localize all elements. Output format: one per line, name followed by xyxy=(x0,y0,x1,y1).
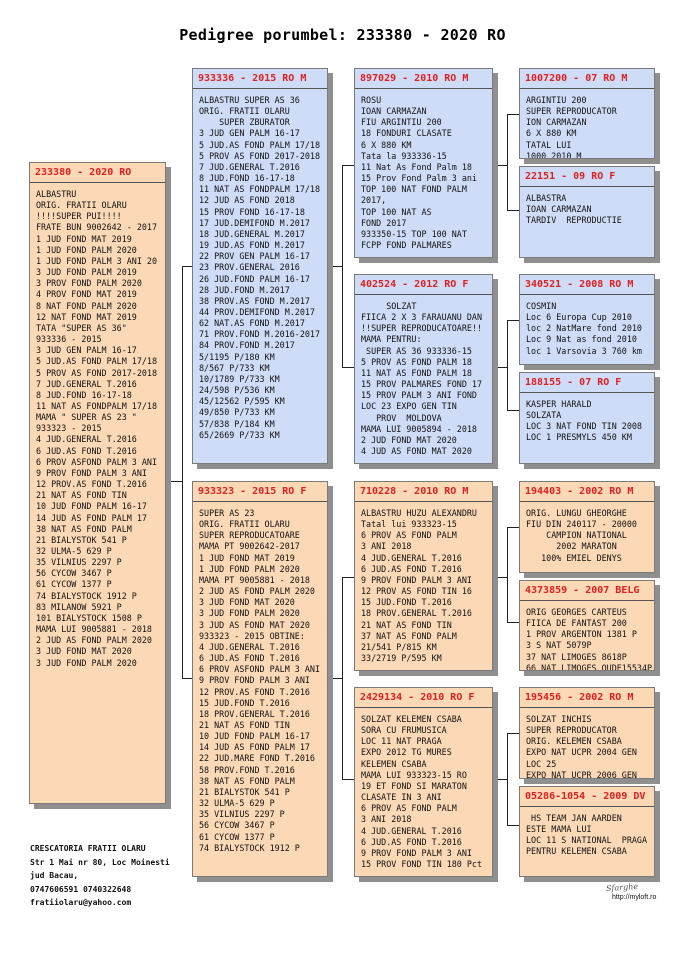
pedigree-line: 933323 - 2015 OBTINE: xyxy=(199,630,305,641)
pedigree-line: FIU DIN 240117 - 20000 xyxy=(526,519,637,530)
signature-watermark: Sfarghe xyxy=(605,881,639,894)
pedigree-line: 3 ANI 2018 xyxy=(361,541,412,552)
pedigree-line: Loc 6 Europa Cup 2010 xyxy=(526,312,632,323)
card-ggp-mff[interactable] xyxy=(519,481,655,573)
pedigree-line: 2 JUD FOND MAT 2020 xyxy=(361,434,457,445)
pedigree-line: LOC 25 xyxy=(526,758,557,769)
pedigree-line: SORA CU FRUMUSICA xyxy=(361,725,447,736)
pedigree-line: 1 JUD FOND PALM 2020 xyxy=(199,563,300,574)
pedigree-line: 6 PROV AS FOND PALM xyxy=(361,803,457,814)
pedigree-line: 2002 MARATON xyxy=(526,541,617,552)
pedigree-line: ALBASTRU xyxy=(36,189,77,199)
pedigree-line: 18 PROV.GENERAL T.2016 xyxy=(199,708,310,719)
pedigree-line: 18 FONDURI CLASATE xyxy=(361,128,452,139)
pedigree-line: 26 JUD.FOND PALM 16-17 xyxy=(199,273,310,284)
pedigree-line: 11 NAT AS FONDPALM 17/18 xyxy=(36,400,158,411)
pedigree-line: ORIG. FRATII OLARU xyxy=(36,200,127,211)
pedigree-line: 61 CYCOW 1377 P xyxy=(36,579,112,590)
pedigree-line: 21 BIALYSTOK 541 P xyxy=(199,786,290,797)
card-paternal-grandmother[interactable] xyxy=(354,274,493,464)
pedigree-line: TATA "SUPER AS 36" xyxy=(36,322,127,333)
pedigree-line: 1 JUD FOND MAT 2019 xyxy=(199,552,295,563)
pedigree-line: 66 NAT LIMOGES OUDE15534P xyxy=(526,662,653,671)
pedigree-line: 71 PROV.FOND M.2016-2017 xyxy=(199,329,321,340)
pedigree-line: SOLZATA xyxy=(526,410,562,421)
pedigree-line: 3 JUD AS FOND MAT 2020 xyxy=(199,619,310,630)
pedigree-line: IOAN CARMAZAN xyxy=(361,106,427,117)
pedigree-line: 15 JUD.FOND T.2016 xyxy=(199,697,290,708)
connector xyxy=(507,527,519,528)
pedigree-line: 38 NAT AS FOND PALM xyxy=(199,775,295,786)
pedigree-line: PROV MOLDOVA xyxy=(361,412,442,423)
pedigree-line: ORIG GEORGES CARTEUS xyxy=(526,607,627,617)
pedigree-line: 49/850 P/733 KM xyxy=(199,407,275,418)
connector xyxy=(507,114,519,115)
pedigree-line: 6 PROV ASFOND PALM 3 ANI xyxy=(36,456,158,467)
card-body xyxy=(193,89,327,441)
pedigree-line: 56 CYCOW 3467 P xyxy=(36,568,112,579)
card-body xyxy=(520,89,654,159)
pedigree-line: MAMA " SUPER AS 23 " xyxy=(36,412,137,423)
connector xyxy=(507,622,519,623)
breeder-county: jud Bacau, xyxy=(30,871,79,880)
card-body xyxy=(355,708,492,870)
pedigree-line: LOC 11 NAT PRAGA xyxy=(361,736,442,747)
watermark-url[interactable]: http://myloft.ro xyxy=(612,894,657,901)
breeder-contact xyxy=(30,842,170,910)
connector xyxy=(507,320,519,321)
pedigree-line: 7 JUD.GENERAL T.2016 xyxy=(36,378,137,389)
pedigree-line: 19 JUD.AS FOND M.2017 xyxy=(199,240,305,251)
pedigree-line: 32 ULMA-5 629 P xyxy=(36,546,112,556)
pedigree-line: 44 PROV.DEMIFOND M.2017 xyxy=(199,306,315,317)
pedigree-line: 22 PROV GEN PALM 16-17 xyxy=(199,251,310,262)
pedigree-line: SUPER REPRODUCATOARE xyxy=(199,530,300,541)
pedigree-line: 84 PROV.FOND M.2017 xyxy=(199,340,295,351)
card-ggp-ffm[interactable] xyxy=(519,166,655,258)
card-mother[interactable] xyxy=(192,481,328,877)
card-header: 710228 - 2010 RO M xyxy=(360,486,469,497)
pedigree-line: 15 Prov Fond Palm 3 ani xyxy=(361,173,477,184)
connector xyxy=(342,779,354,780)
pedigree-line: 18 PROV.GENERAL T.2016 xyxy=(361,608,472,619)
page-title: Pedigree porumbel: 233380 - 2020 RO xyxy=(179,26,506,44)
card-body xyxy=(355,295,492,457)
pedigree-line: 3 JUD FOND PALM 2020 xyxy=(199,608,300,619)
pedigree-line: KELEMEN CSABA xyxy=(361,758,427,769)
pedigree-line: LOC 23 EXPO GEN TIN xyxy=(361,401,457,412)
card-body xyxy=(520,187,654,226)
pedigree-line: 6 JUD.AS FOND T.2016 xyxy=(361,836,462,847)
pedigree-line: ION CARMAZAN xyxy=(526,117,587,128)
card-ggp-mmf[interactable] xyxy=(519,687,655,779)
pedigree-line: !!!!SUPER PUI!!!! xyxy=(36,211,122,222)
pedigree-line: 11 NAT AS FOND PALM 18 xyxy=(361,367,472,378)
pedigree-line: FRATE BUN 9002642 - 2017 xyxy=(36,222,158,233)
pedigree-line: COSMIN xyxy=(526,301,557,311)
card-body xyxy=(355,502,492,664)
pedigree-line: TOP 100 NAT AS xyxy=(361,206,432,217)
card-ggp-fmf[interactable] xyxy=(519,274,655,365)
pedigree-line: 9 PROV FOND PALM 3 ANI xyxy=(199,675,310,686)
connector xyxy=(507,210,519,211)
connector xyxy=(493,367,507,368)
pedigree-line: 28 JUD.FOND M.2017 xyxy=(199,284,290,295)
connector xyxy=(182,266,183,679)
card-paternal-grandfather[interactable] xyxy=(354,68,493,258)
card-body xyxy=(520,393,654,444)
card-father[interactable] xyxy=(192,68,328,464)
card-subject[interactable] xyxy=(29,162,166,804)
pedigree-line: 2 JUD AS FOND PALM 2020 xyxy=(36,635,152,646)
card-header: 897029 - 2010 RO M xyxy=(360,73,469,84)
pedigree-line: 10 JUD FOND PALM 16-17 xyxy=(199,731,310,742)
pedigree-line: 3 ANI 2018 xyxy=(361,814,412,825)
pedigree-line: 1000 2010 M xyxy=(526,150,582,159)
pedigree-line: 21 NAT AS FOND TIN xyxy=(36,490,127,501)
pedigree-line: Tatal lui 933323-15 xyxy=(361,519,457,530)
pedigree-line: 22 JUD.MARE FOND T.2016 xyxy=(199,753,315,764)
pedigree-line: 6 PROV AS FOND PALM xyxy=(361,530,457,541)
pedigree-line: LOC 3 NAT FOND TIN 2008 xyxy=(526,421,642,432)
pedigree-line: MAMA PT 9002642-2017 xyxy=(199,541,300,552)
pedigree-line: 18 JUD.GENERAL M.2017 xyxy=(199,228,305,239)
pedigree-line: 83 MILANOW 5921 P xyxy=(36,601,122,612)
card-header: 2429134 - 2010 RO F xyxy=(360,692,475,703)
pedigree-line: 57/838 P/184 KM xyxy=(199,418,275,429)
pedigree-line: SUPER ZBURATOR xyxy=(199,117,290,128)
pedigree-line: 12 PROV.AS FOND T.2016 xyxy=(36,479,147,490)
pedigree-line: CLASATE IN 3 ANI xyxy=(361,792,442,803)
pedigree-line: 3 JUD FOND MAT 2020 xyxy=(36,646,132,657)
pedigree-line: HS TEAM JAN AARDEN xyxy=(526,813,622,823)
card-body xyxy=(30,183,165,669)
card-header: 933323 - 2015 RO F xyxy=(198,486,307,497)
card-ggp-fff[interactable] xyxy=(519,68,655,159)
pedigree-line: MAMA LUI 9005894 - 2018 xyxy=(361,423,477,434)
card-body xyxy=(520,708,654,779)
pedigree-line: 8/567 P/733 KM xyxy=(199,362,270,373)
pedigree-line: SUPER REPRODUCATOR xyxy=(526,725,617,736)
card-header: 188155 - 07 RO F xyxy=(525,377,622,388)
pedigree-line: 9 PROV FOND PALM 3 ANI xyxy=(36,467,147,478)
pedigree-line: 4 JUD.GENERAL T.2016 xyxy=(361,552,462,563)
pedigree-line: MAMA LUI 9005881 - 2018 xyxy=(36,624,152,635)
pedigree-line: 9 PROV FOND PALM 3 ANI xyxy=(361,847,472,858)
pedigree-line: 62 NAT.AS FOND M.2017 xyxy=(199,318,305,329)
pedigree-line: 58 PROV.FOND T.2016 xyxy=(199,764,295,775)
pedigree-line: TATAL LUI xyxy=(526,139,572,150)
pedigree-line: 3 S NAT 5079P xyxy=(526,640,592,651)
pedigree-line: 3 JUD FOND MAT 2020 xyxy=(199,597,295,608)
pedigree-line: 32 ULMA-5 629 P xyxy=(199,798,275,809)
pedigree-line: KASPER HARALD xyxy=(526,399,592,409)
pedigree-line: 5 PROV AS FOND PALM 18 xyxy=(361,356,472,367)
card-body xyxy=(520,807,654,858)
pedigree-line: 6 JUD.AS FOND T.2016 xyxy=(36,445,137,456)
pedigree-line: 5 JUD.AS FOND PALM 17/18 xyxy=(36,356,158,367)
card-header: 933336 - 2015 RO M xyxy=(198,73,307,84)
pedigree-line: 6 JUD.AS FOND T.2016 xyxy=(361,563,462,574)
pedigree-line: FOND 2017 xyxy=(361,217,407,228)
pedigree-line: 4 JUD AS FOND MAT 2020 xyxy=(361,446,472,457)
connector xyxy=(342,165,354,166)
pedigree-line: LOC 11 S NATIONAL PRAGA xyxy=(526,835,648,846)
pedigree-line: 3 PROV FOND PALM 2020 xyxy=(36,278,142,289)
pedigree-line: PENTRU KELEMEN CSABA xyxy=(526,846,627,857)
connector xyxy=(507,527,508,623)
pedigree-line: ESTE MAMA LUI xyxy=(526,824,592,835)
card-header: 22151 - 09 RO F xyxy=(525,171,616,182)
pedigree-line: 3 JUD GEN PALM 16-17 xyxy=(36,345,137,356)
card-ggp-mfm[interactable] xyxy=(519,580,655,671)
pedigree-line: 38 NAT AS FOND PALM xyxy=(36,523,132,534)
connector xyxy=(342,367,354,368)
pedigree-line: 1 JUD FOND PALM 3 ANI 20 xyxy=(36,255,158,266)
pedigree-line: 21/541 P/815 KM xyxy=(361,641,437,652)
pedigree-line: 11 NAT AS FONDPALM 17/18 xyxy=(199,184,321,195)
card-header: 194403 - 2002 RO M xyxy=(525,486,634,497)
pedigree-line: ALBASTRA xyxy=(526,193,567,203)
pedigree-line: 74 BIALYSTOCK 1912 P xyxy=(36,590,137,601)
pedigree-line: EXPO 2012 TG MURES xyxy=(361,747,452,758)
pedigree-line: 19 ET FOND SI MARATON xyxy=(361,780,467,791)
pedigree-line: ROSU xyxy=(361,95,382,105)
pedigree-line: 17 JUD.DEMIFOND M.2017 xyxy=(199,217,310,228)
pedigree-line: 1 JUD FOND MAT 2019 xyxy=(36,233,132,244)
breeder-phones: 0747606591 0740322648 xyxy=(30,884,132,894)
card-body xyxy=(520,295,654,357)
card-ggp-mmm[interactable] xyxy=(519,786,655,877)
pedigree-line: 61 CYCOW 1377 P xyxy=(199,831,275,842)
pedigree-line: 21 NAT AS FOND TIN xyxy=(199,719,290,730)
pedigree-line: 74 BIALYSTOCK 1912 P xyxy=(199,842,300,853)
card-body xyxy=(520,601,654,671)
pedigree-line: ALBASTRU HUZU ALEXANDRU xyxy=(361,508,477,518)
pedigree-line: 12 NAT FOND MAT 2019 xyxy=(36,311,137,322)
pedigree-line: 933323 - 2015 xyxy=(36,423,102,434)
connector xyxy=(507,410,519,411)
pedigree-line: SOLZAT KELEMEN CSABA xyxy=(361,714,462,724)
pedigree-line: 10 JUD FOND PALM 16-17 xyxy=(36,501,147,512)
card-header: 4373859 - 2007 BELG xyxy=(525,585,640,596)
pedigree-line: CAMPION NATIONAL xyxy=(526,530,627,541)
pedigree-line: MAMA LUI 933323-15 RO xyxy=(361,769,467,780)
pedigree-line: 101 BIALYSTOCK 1508 P xyxy=(36,612,142,623)
pedigree-line: 1 PROV ARGENTON 1381 P xyxy=(526,629,637,640)
connector xyxy=(493,577,507,578)
pedigree-line: 15 PROV FOND TIN 180 Pct xyxy=(361,859,483,870)
pedigree-line: 56 CYCOW 3467 P xyxy=(199,820,275,831)
pedigree-line: 5/1195 P/180 KM xyxy=(199,351,275,362)
pedigree-line: 21 NAT AS FOND TIN xyxy=(361,619,452,630)
pedigree-line: 8 JUD.FOND 16-17-18 xyxy=(199,173,295,184)
card-header: 233380 - 2020 RO xyxy=(35,167,132,178)
breeder-email[interactable]: fratiiolaru@yahoo.com xyxy=(30,898,132,907)
connector xyxy=(507,825,519,826)
card-maternal-grandfather[interactable] xyxy=(354,481,493,671)
pedigree-line: SOLZAT xyxy=(361,301,417,311)
pedigree-line: 4 JUD.GENERAL T.2016 xyxy=(199,641,300,652)
pedigree-line: !!SUPER REPRODUCATOARE!! xyxy=(361,323,483,334)
pedigree-line: 1 JUD FOND PALM 2020 xyxy=(36,244,137,255)
connector xyxy=(182,266,192,267)
connector xyxy=(342,577,343,780)
breeder-name: CRESCATORIA FRATII OLARU xyxy=(30,844,146,853)
breeder-address: Str 1 Mai nr 80, Loc Moinesti xyxy=(30,857,170,867)
pedigree-line: 12 JUD AS FOND 2018 xyxy=(199,195,295,206)
pedigree-line: FIICA 2 X 3 FARAUANU DAN xyxy=(361,312,483,323)
pedigree-line: 15 PROV PALM 3 ANI FOND xyxy=(361,390,477,401)
pedigree-line: ALBASTRU SUPER AS 36 xyxy=(199,95,300,105)
pedigree-line: 37 NAT LIMOGES 8618P xyxy=(526,651,627,662)
pedigree-line: EXPO NAT UCPR 2004 GEN xyxy=(526,747,637,758)
pedigree-line: 38 PROV.AS FOND M.2017 xyxy=(199,295,310,306)
connector xyxy=(182,678,192,679)
connector xyxy=(507,733,519,734)
pedigree-line: loc 1 Varsovia 3 760 km xyxy=(526,345,642,356)
pedigree-line: 5 PROV AS FOND 2017-2018 xyxy=(36,367,158,378)
card-body xyxy=(355,89,492,251)
card-header: 340521 - 2008 RO M xyxy=(525,279,634,290)
pedigree-line: 2017, xyxy=(361,195,387,206)
pedigree-line: Loc 9 Nat as fond 2010 xyxy=(526,334,637,345)
pedigree-line: 24/598 P/536 KM xyxy=(199,385,275,396)
pedigree-line: 15 PROV PALMARES FOND 17 xyxy=(361,379,483,390)
connector xyxy=(507,114,508,211)
pedigree-line: 14 JUD AS FOND PALM 17 xyxy=(36,512,147,523)
pedigree-line: FCPP FOND PALMARES xyxy=(361,240,452,251)
pedigree-line: 14 JUD AS FOND PALM 17 xyxy=(199,742,310,753)
pedigree-line: ORIG. FRATII OLARU xyxy=(199,519,290,530)
pedigree-line: 3 JUD FOND PALM 2019 xyxy=(36,267,137,278)
connector xyxy=(328,266,342,267)
connector xyxy=(342,577,354,578)
connector xyxy=(328,678,342,679)
pedigree-line: 8 JUD.FOND 16-17-18 xyxy=(36,389,132,400)
pedigree-line: 35 VILNIUS 2297 P xyxy=(36,557,122,568)
pedigree-line: 35 VILNIUS 2297 P xyxy=(199,809,285,820)
pedigree-line: 33/2719 P/595 KM xyxy=(361,653,442,664)
pedigree-line: ORIG. LUNGU GHEORGHE xyxy=(526,508,627,518)
pedigree-line: 933336 - 2015 xyxy=(36,334,102,345)
card-header: 1007200 - 07 RO M xyxy=(525,73,628,84)
pedigree-line: 100% EMIEL DENYS xyxy=(526,552,622,563)
pedigree-line: SOLZAT INCHIS xyxy=(526,714,592,724)
pedigree-line: 6 PROV ASFOND PALM 3 ANI xyxy=(199,664,321,675)
pedigree-line: 2 JUD AS FOND PALM 2020 xyxy=(199,586,315,597)
pedigree-line: 8 NAT FOND PALM 2020 xyxy=(36,300,137,311)
pedigree-line: 933350-15 TOP 100 NAT xyxy=(361,228,467,239)
connector xyxy=(342,165,343,368)
pedigree-line: 15 PROV FOND 16-17-18 xyxy=(199,206,305,217)
pedigree-line: TOP 100 NAT FOND PALM xyxy=(361,184,467,195)
pedigree-line: 6 X 880 KM xyxy=(526,128,577,139)
pedigree-line: Tata la 933336-15 xyxy=(361,150,447,161)
card-header: 05286-1054 - 2009 DV xyxy=(525,791,646,802)
pedigree-line: 3 JUD GEN PALM 16-17 xyxy=(199,128,300,139)
pedigree-line: 15 JUD.FOND T.2016 xyxy=(361,597,452,608)
pedigree-line: 45/12562 P/595 KM xyxy=(199,396,285,407)
pedigree-line: 5 PROV AS FOND 2017-2018 xyxy=(199,150,321,161)
pedigree-line: MAMA PENTRU: xyxy=(361,334,422,345)
pedigree-line: 9 PROV FOND PALM 3 ANI xyxy=(361,574,472,585)
pedigree-line: 4 PROV FOND MAT 2019 xyxy=(36,289,137,300)
pedigree-line: ARGINTIU 200 xyxy=(526,95,587,105)
pedigree-line: 11 Nat As Fond Palm 18 xyxy=(361,161,472,172)
pedigree-line: 23 PROV.GENERAL 2016 xyxy=(199,262,300,273)
pedigree-line: MAMA PT 9005881 - 2018 xyxy=(199,574,310,585)
card-body xyxy=(193,502,327,854)
connector xyxy=(507,320,508,411)
pedigree-line: SUPER REPRODUCATOR xyxy=(526,106,617,117)
pedigree-line: EXPO NAT UCPR 2006 GEN xyxy=(526,769,637,779)
card-ggp-fmm[interactable] xyxy=(519,372,655,464)
pedigree-line: 5 JUD.AS FOND PALM 17/18 xyxy=(199,139,321,150)
card-header: 195456 - 2002 RO M xyxy=(525,692,634,703)
pedigree-line: TARDIV REPRODUCTIE xyxy=(526,215,622,226)
connector xyxy=(166,481,182,482)
card-maternal-grandmother[interactable] xyxy=(354,687,493,877)
pedigree-line: FIICA DE FANTAST 200 xyxy=(526,618,627,629)
pedigree-line: 21 BIALYSTOK 541 P xyxy=(36,534,127,545)
pedigree-line: 6 JUD.AS FOND T.2016 xyxy=(199,653,300,664)
pedigree-line: ORIG. FRATII OLARU xyxy=(199,106,290,117)
pedigree-line: ORIG. KELEMEN CSABA xyxy=(526,736,622,747)
pedigree-line: 6 X 880 KM xyxy=(361,139,412,150)
pedigree-line: SUPER AS 23 xyxy=(199,508,255,518)
pedigree-line: 10/1789 P/733 KM xyxy=(199,373,280,384)
connector xyxy=(507,733,508,826)
pedigree-line: 4 JUD.GENERAL T.2016 xyxy=(361,825,462,836)
card-header: 402524 - 2012 RO F xyxy=(360,279,469,290)
pedigree-line: 7 JUD.GENERAL T.2016 xyxy=(199,161,300,172)
pedigree-line: SUPER AS 36 933336-15 xyxy=(361,345,472,356)
pedigree-line: IOAN CARMAZAN xyxy=(526,204,592,215)
pedigree-line: LOC 1 PRESMYLS 450 KM xyxy=(526,432,632,443)
pedigree-line: 4 JUD.GENERAL T.2016 xyxy=(36,434,137,445)
pedigree-line: 37 NAT AS FOND PALM xyxy=(361,630,457,641)
pedigree-line: 12 PROV.AS FOND T.2016 xyxy=(199,686,310,697)
pedigree-line: 12 PROV AS FOND TIN 16 xyxy=(361,586,472,597)
pedigree-line: 3 JUD FOND PALM 2020 xyxy=(36,657,137,668)
card-body xyxy=(520,502,654,564)
pedigree-line: loc 2 NatMare fond 2010 xyxy=(526,323,642,334)
pedigree-line: FIU ARGINTIU 200 xyxy=(361,117,442,128)
connector xyxy=(493,165,507,166)
pedigree-line: 65/2669 P/733 KM xyxy=(199,429,280,440)
connector xyxy=(493,779,507,780)
